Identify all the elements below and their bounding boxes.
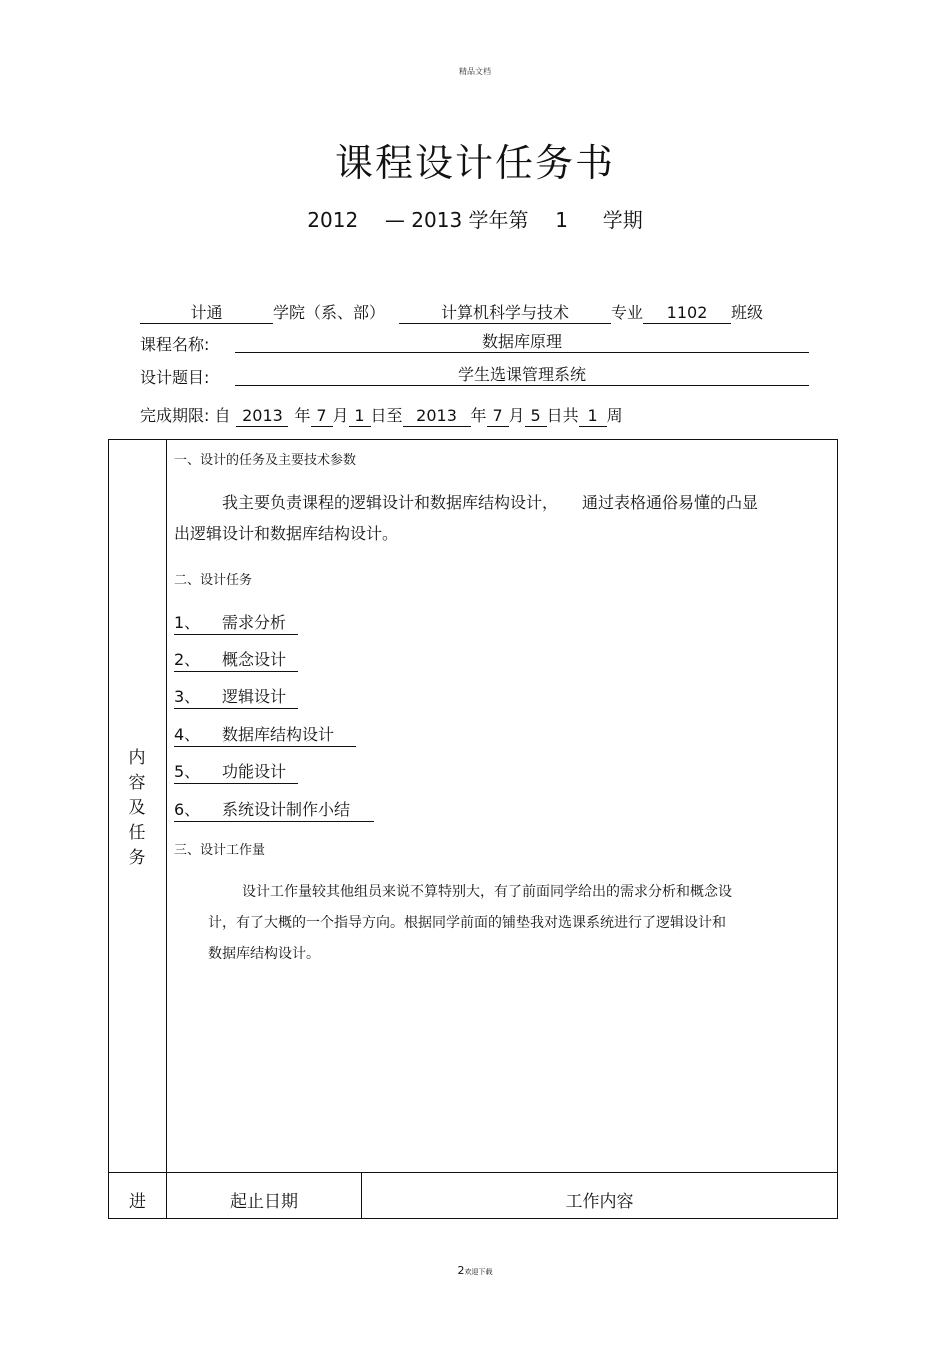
word-month-2: 月 [508,406,525,425]
major-value: 计算机科学与技术 [399,303,611,324]
to-day: 5 [525,406,547,427]
section2-title: 二、设计任务 [174,573,253,588]
section3-line1: 设计工作量较其他组员来说不算特别大，有了前面同学给出的需求分析和概念设 [242,884,732,900]
col-header-date: 起止日期 [230,1192,298,1212]
word-year-2: 年 [470,406,487,425]
task-item: 1、 需求分析 [174,612,298,635]
task-item: 2、 概念设计 [174,649,298,672]
to-month: 7 [487,406,509,427]
major-label: 专业 [611,303,644,322]
task-table [108,439,838,1219]
to-year: 2013 [403,406,471,427]
footer-text: 欢迎下载 [464,1268,493,1276]
term-word-term: 学期 [602,208,643,232]
section1-line1: 我主要负责课程的逻辑设计和数据库结构设计， 通过表格通俗易懂的凸显 [222,493,759,512]
section3-line3: 数据库结构设计。 [208,946,320,962]
page-footer [0,1259,950,1278]
college-value: 计通 [140,303,273,324]
weeks-value: 1 [579,406,607,427]
task-item: 6、 系统设计制作小结 [174,799,374,822]
from-day: 1 [349,406,371,427]
term-dash: — [384,208,405,232]
section1-line2: 出逻辑设计和数据库结构设计。 [174,524,399,543]
col-header-work: 工作内容 [565,1192,634,1212]
term-line [0,204,950,233]
term-year-start: 2012 [307,208,359,232]
period-row [140,403,623,427]
course-value: 数据库原理 [235,332,809,353]
progress-side-label: 进 [129,1192,146,1212]
period-label: 完成期限: 自 [140,406,231,425]
page-number: 2 [457,1264,465,1277]
word-year-1: 年 [294,406,311,425]
class-label: 班级 [731,303,764,322]
word-total: 日共 [546,406,579,425]
table-left-divider [166,440,167,1218]
from-year: 2013 [236,406,288,427]
college-label: 学院（系、部） [273,303,386,322]
term-number: 1 [555,208,568,232]
word-week: 周 [606,406,623,425]
content-side-label: 内 容 及 任 务 [128,748,146,868]
section3-title: 三、设计工作量 [174,843,266,858]
class-value: 1102 [643,303,731,324]
topic-value: 学生选课管理系统 [235,365,809,386]
topic-label: 设计题目: [140,368,210,387]
section1-title: 一、设计的任务及主要技术参数 [174,453,357,468]
table-row-divider [109,1172,837,1173]
word-month-1: 月 [332,406,349,425]
from-month: 7 [311,406,333,427]
task-item: 4、 数据库结构设计 [174,724,356,747]
course-label: 课程名称: [140,335,210,354]
section3-line2: 计，有了大概的一个指导方向。根据同学前面的铺垫我对选课系统进行了逻辑设计和 [208,915,726,931]
word-to: 日至 [370,406,403,425]
college-row [140,300,763,324]
term-word-year: 学年第 [468,208,529,232]
document-title: 课程设计任务书 [334,141,615,185]
task-item: 5、 功能设计 [174,761,298,784]
task-item: 3、 逻辑设计 [174,686,298,709]
term-year-end: 2013 [411,208,463,232]
header-note: 精品文档 [459,67,491,76]
